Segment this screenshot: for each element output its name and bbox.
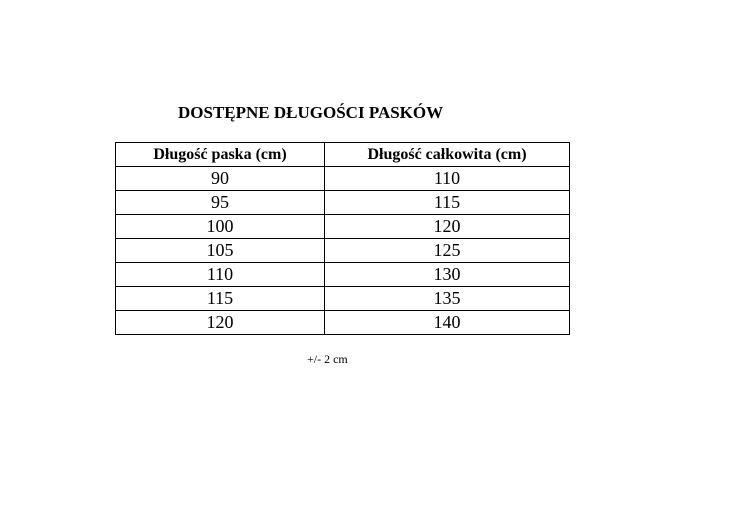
total-length-cell: 135 (325, 287, 570, 311)
table-row (116, 191, 570, 215)
total-length-cell: 125 (325, 239, 570, 263)
table-header-row (116, 143, 570, 167)
strap-length-cell: 90 (116, 167, 325, 191)
total-length-cell: 140 (325, 311, 570, 335)
table-row (116, 239, 570, 263)
strap-length-cell: 110 (116, 263, 325, 287)
table-row (116, 215, 570, 239)
strap-length-cell: 95 (116, 191, 325, 215)
header-strap-length: Długość paska (cm) (116, 143, 325, 167)
strap-length-cell: 105 (116, 239, 325, 263)
strap-length-cell: 115 (116, 287, 325, 311)
table-row (116, 263, 570, 287)
tolerance-note: +/- 2 cm (307, 352, 348, 366)
table-row (116, 311, 570, 335)
table-row (116, 287, 570, 311)
header-total-length: Długość całkowita (cm) (325, 143, 570, 167)
total-length-cell: 120 (325, 215, 570, 239)
page-title: DOSTĘPNE DŁUGOŚCI PASKÓW (178, 103, 444, 122)
total-length-cell: 130 (325, 263, 570, 287)
strap-length-cell: 100 (116, 215, 325, 239)
strap-length-cell: 120 (116, 311, 325, 335)
strap-lengths-table (115, 142, 570, 335)
table-row (116, 167, 570, 191)
total-length-cell: 115 (325, 191, 570, 215)
total-length-cell: 110 (325, 167, 570, 191)
